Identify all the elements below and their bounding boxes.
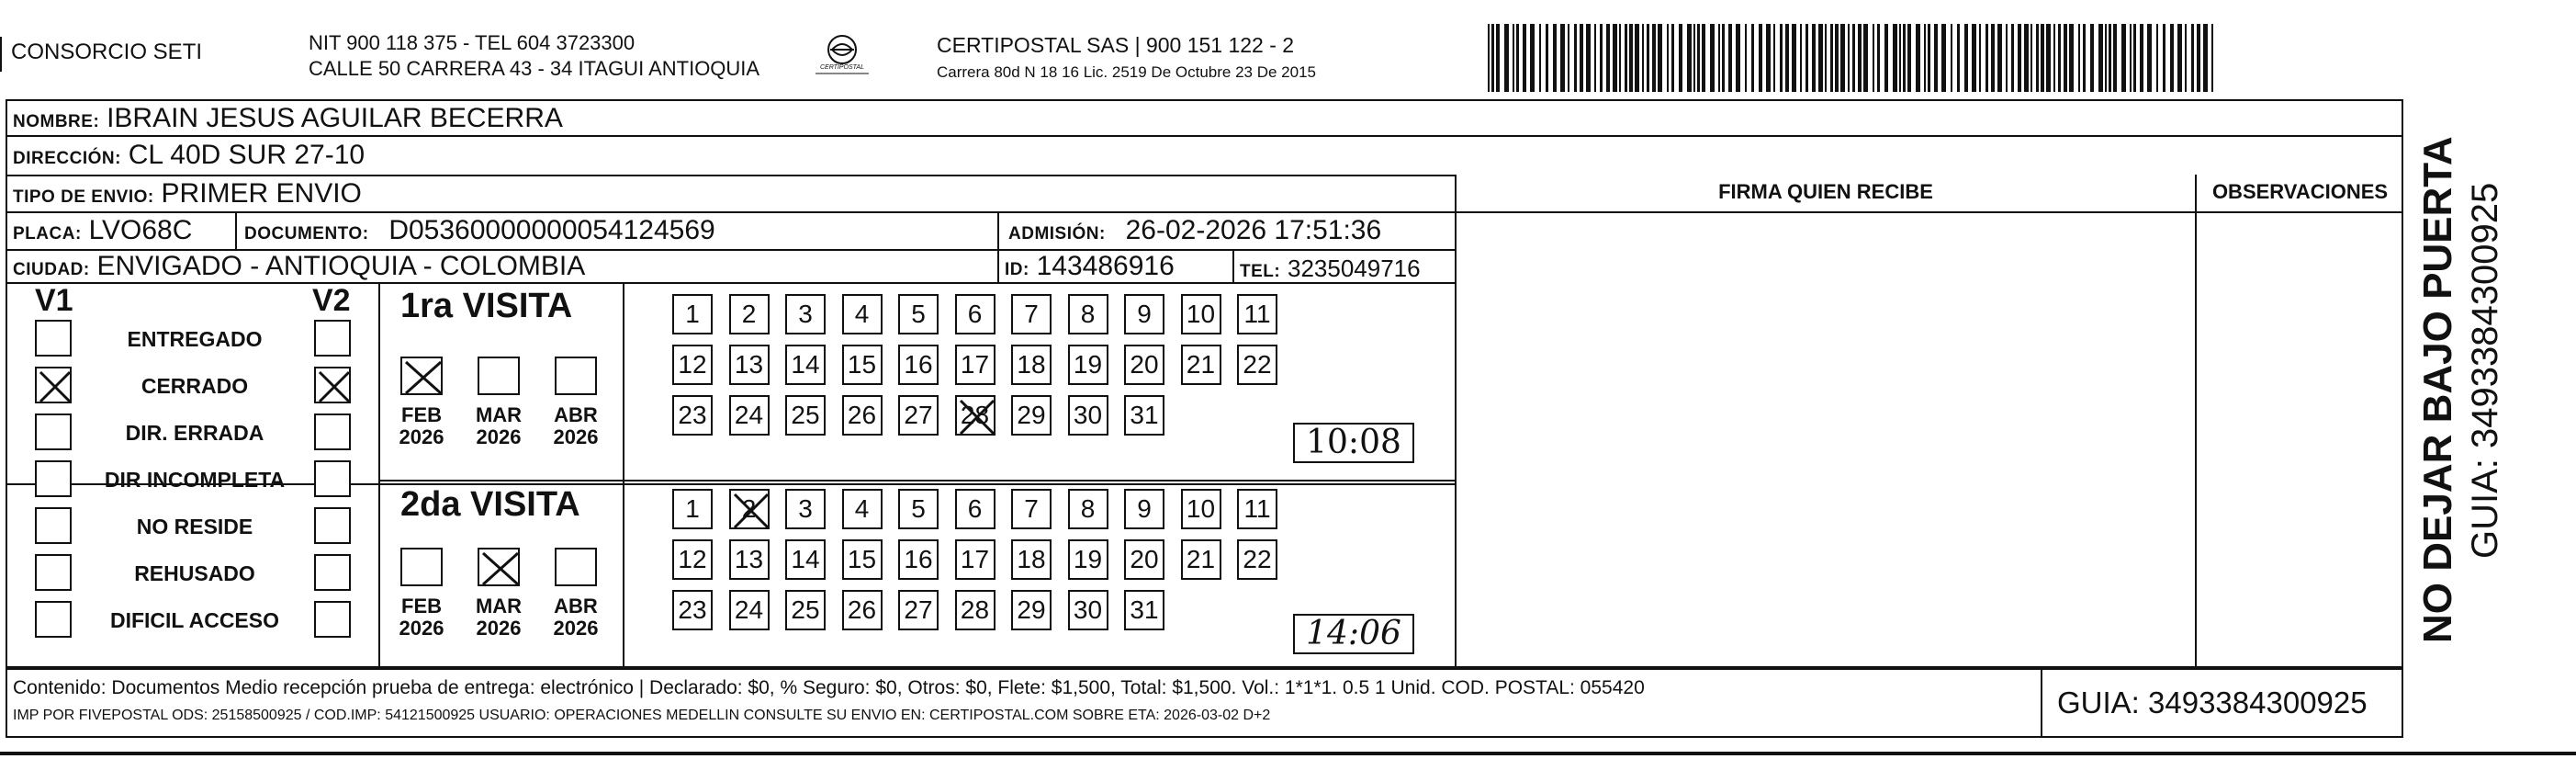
day-box[interactable]: 24 [729,590,770,630]
barcode-bar [2185,24,2187,92]
barcode [1488,24,2222,92]
visit1-time[interactable]: 10:08 [1293,423,1414,463]
barcode-bar [1710,24,1715,92]
barcode-bar [2163,24,2165,92]
v1-checkbox[interactable] [35,507,72,544]
barcode-bar [1785,24,1789,92]
day-box[interactable]: 27 [898,395,939,436]
day-box[interactable]: 18 [1011,345,1052,385]
day-box[interactable]: 14 [785,539,826,580]
day-box[interactable]: 10 [1181,489,1221,529]
barcode-bar [2109,24,2111,92]
barcode-bar [1800,24,1802,92]
day-box[interactable]: 23 [672,395,713,436]
v2-checkbox[interactable] [314,413,351,450]
direccion-value: CL 40D SUR 27-10 [128,140,366,170]
barcode-bar [1934,24,1938,92]
id-row [1005,253,1175,284]
barcode-bar [1504,24,1509,92]
check-mark-icon [316,368,353,405]
barcode-bar [1606,24,1610,92]
barcode-bar [1702,24,1705,92]
visit2-time[interactable]: 14:06 [1293,614,1414,654]
barcode-bar [1736,24,1740,92]
barcode-bar [2053,24,2055,92]
barcode-bar [2078,24,2080,92]
direccion-row [13,142,365,173]
barcode-bar [2083,24,2086,92]
barcode-bar [2069,24,2074,92]
barcode-bar [1759,24,1762,92]
footer-line-2: IMP POR FIVEPOSTAL ODS: 25158500925 / COD.IMP: 54121500925 USUARIO: OPERACIONES MEDELLIN CONSULTE SU ENVIO EN: CERTIPOSTAL.COM SOBRE ETA: 2026-03-02 D+2 [13,708,1271,723]
barcode-bar [1884,24,1888,92]
nombre-label: NOMBRE: [13,112,100,131]
barcode-bar [1985,24,1988,92]
status-label: REHUSADO [134,561,255,585]
tipo-value: PRIMER ENVIO [161,178,362,209]
barcode-bar [1751,24,1754,92]
barcode-bar [1625,24,1627,92]
placa-label: PLACA: [13,224,82,244]
barcode-bar [1899,24,1901,92]
check-mark-icon [37,368,73,405]
day-box[interactable]: 22 [1237,539,1277,580]
day-box[interactable]: 28 [955,395,996,436]
barcode-bar [1613,24,1617,92]
day-box[interactable]: 8 [1068,294,1108,334]
barcode-bar [2147,24,2152,92]
day-box[interactable]: 3 [785,489,826,529]
certipostal-line-2: Carrera 80d N 18 16 Lic. 2519 De Octubre 23 De 2015 [937,63,1316,81]
day-box[interactable]: 16 [898,539,939,580]
observaciones-area[interactable] [2197,213,2402,667]
day-box[interactable]: 13 [729,345,770,385]
day-box[interactable]: 1 [672,294,713,334]
barcode-bar [1546,24,1548,92]
day-box[interactable]: 5 [898,294,939,334]
barcode-bar [1488,24,1490,92]
status-label: ENTREGADO [127,327,263,351]
left-edge-mark [0,37,2,72]
barcode-bar [1728,24,1732,92]
tel-row [1240,255,1421,286]
barcode-bar [1848,24,1850,92]
barcode-bar [1928,24,1930,92]
month-checkbox[interactable] [555,357,597,395]
status-label: DIR. ERRADA [125,421,264,445]
barcode-bar [1560,24,1565,92]
day-box[interactable]: 7 [1011,294,1052,334]
nit-line-2: CALLE 50 CARRERA 43 - 34 ITAGUI ANTIOQUIA [309,57,760,80]
barcode-bar [1877,24,1880,92]
day-box[interactable]: 5 [898,489,939,529]
barcode-bar [1580,24,1583,92]
day-box[interactable]: 23 [672,590,713,630]
day-box[interactable]: 4 [842,489,883,529]
side-guia: GUIA: 3493384300925 [2465,182,2505,559]
day-box[interactable]: 16 [898,345,939,385]
month-label: FEB 2026 [399,595,444,640]
barcode-bar [2113,24,2117,92]
barcode-bar [1852,24,1855,92]
day-box[interactable]: 14 [785,345,826,385]
status-label: CERRADO [141,374,249,398]
v1-checkbox[interactable] [35,413,72,450]
barcode-bar [1594,24,1596,92]
ciudad-row [13,253,585,284]
barcode-bar [2058,24,2061,92]
day-box[interactable]: 12 [672,345,713,385]
tel-value: 3235049716 [1288,255,1421,282]
barcode-bar [1907,24,1911,92]
barcode-bar [1903,24,1906,92]
day-box[interactable]: 27 [898,590,939,630]
barcode-bar [1893,24,1897,92]
day-box[interactable]: 6 [955,294,996,334]
check-mark-icon [957,397,997,437]
v2-checkbox[interactable] [314,507,351,544]
v2-label: V2 [312,283,351,318]
check-mark-icon [402,358,444,397]
barcode-bar [1780,24,1783,92]
barcode-bar [2156,24,2158,92]
signature-area[interactable] [1457,213,2189,667]
day-box[interactable]: 31 [1124,590,1164,630]
month-checkbox[interactable] [555,548,597,586]
day-box[interactable]: 26 [842,590,883,630]
barcode-bar [2006,24,2008,92]
day-box[interactable]: 17 [955,539,996,580]
barcode-bar [1635,24,1639,92]
barcode-bar [1858,24,1862,92]
barcode-bar [1647,24,1649,92]
day-box[interactable]: 3 [785,294,826,334]
barcode-bar [1530,24,1535,92]
barcode-bar [1619,24,1621,92]
tipo-row [13,180,362,211]
day-box[interactable]: 21 [1181,539,1221,580]
month-checkbox[interactable] [478,548,520,586]
visit2-title: 2da VISITA [400,485,580,524]
barcode-bar [2170,24,2174,92]
day-box[interactable]: 9 [1124,294,1164,334]
barcode-bar [1553,24,1557,92]
barcode-bar [1840,24,1845,92]
barcode-bar [1863,24,1868,92]
nombre-row [13,105,563,136]
tel-label: TEL: [1240,262,1281,281]
v2-checkbox[interactable] [314,554,351,591]
barcode-bar [1964,24,1968,92]
barcode-bar [2121,24,2126,92]
barcode-bar [1979,24,1981,92]
barcode-bar [1491,24,1494,92]
check-mark-icon [731,491,771,531]
v1-checkbox[interactable] [35,320,72,357]
barcode-bar [1693,24,1695,92]
barcode-bar [1835,24,1839,92]
barcode-bar [1773,24,1775,92]
barcode-bar [2064,24,2067,92]
barcode-bar [1972,24,1976,92]
day-box[interactable]: 2 [729,294,770,334]
day-box[interactable]: 17 [955,345,996,385]
company-name: CONSORCIO SETI [11,40,203,64]
check-mark-icon [479,549,522,588]
certipostal-logo [810,31,874,83]
barcode-bar [1523,24,1526,92]
v2-checkbox[interactable] [314,367,351,403]
barcode-bar [1667,24,1669,92]
day-box[interactable]: 1 [672,489,713,529]
day-box[interactable]: 25 [785,395,826,436]
day-box[interactable]: 4 [842,294,883,334]
barcode-bar [2140,24,2143,92]
day-box[interactable]: 18 [1011,539,1052,580]
barcode-bar [1671,24,1674,92]
barcode-bar [1697,24,1700,92]
barcode-bar [1957,24,1960,92]
documento-label: DOCUMENTO: [244,224,369,244]
month-label: MAR 2026 [475,403,523,448]
v1-checkbox[interactable] [35,367,72,403]
admision-value: 26-02-2026 17:51:36 [1125,215,1382,245]
day-box[interactable]: 8 [1068,489,1108,529]
barcode-bar [2133,24,2136,92]
month-label: ABR 2026 [553,403,599,448]
day-box[interactable]: 2 [729,489,770,529]
day-box[interactable]: 29 [1011,590,1052,630]
firma-header: FIRMA QUIEN RECIBE [1718,180,1933,203]
day-box[interactable]: 25 [785,590,826,630]
tipo-label: TIPO DE ENVIO: [13,187,154,207]
direccion-label: DIRECCIÓN: [13,149,121,168]
day-box[interactable]: 28 [955,590,996,630]
barcode-bar [1916,24,1920,92]
observaciones-header: OBSERVACIONES [2211,180,2389,203]
month-label: FEB 2026 [399,403,444,448]
barcode-bar [2030,24,2032,92]
barcode-bar [2090,24,2094,92]
placa-value: LVO68C [88,215,193,245]
barcode-bar [2203,24,2208,92]
day-box[interactable]: 13 [729,539,770,580]
barcode-bar [2036,24,2039,92]
day-box[interactable]: 12 [672,539,713,580]
v2-checkbox[interactable] [314,460,351,497]
barcode-bar [1516,24,1519,92]
barcode-bar [2011,24,2014,92]
month-checkbox[interactable] [400,548,443,586]
barcode-bar [1718,24,1720,92]
barcode-bar [1997,24,2002,92]
barcode-bar [1805,24,1808,92]
day-box[interactable]: 15 [842,539,883,580]
footer-line-1: Contenido: Documentos Medio recepción prueba de entrega: electrónico | Declarado: $0, % Seguro: $0, Otros: $0, Flete: $1,500, Total: $1,500. Vol.: 1*1*1. 0.5 1 Unid. COD. POSTAL: 055420 [13,677,1645,698]
barcode-bar [1766,24,1771,92]
barcode-bar [1745,24,1747,92]
barcode-bar [1825,24,1827,92]
day-box[interactable]: 30 [1068,590,1108,630]
barcode-bar [2211,24,2213,92]
barcode-bar [1496,24,1500,92]
day-box[interactable]: 22 [1237,345,1277,385]
barcode-bar [2105,24,2107,92]
barcode-bar [1642,24,1644,92]
id-label: ID: [1005,260,1029,279]
barcode-bar [1574,24,1577,92]
barcode-bar [1941,24,1946,92]
barcode-bar [2130,24,2132,92]
barcode-bar [1812,24,1816,92]
barcode-bar [1818,24,1823,92]
barcode-bar [1658,24,1662,92]
nit-line-1: NIT 900 118 375 - TEL 604 3723300 [309,31,636,54]
barcode-bar [2098,24,2103,92]
barcode-bar [1924,24,1926,92]
v1-checkbox[interactable] [35,601,72,638]
barcode-bar [1792,24,1796,92]
barcode-bar [2018,24,2021,92]
barcode-bar [1951,24,1952,92]
barcode-bar [2177,24,2182,92]
barcode-bar [2024,24,2029,92]
month-label: ABR 2026 [553,595,599,640]
day-box[interactable]: 31 [1124,395,1164,436]
ciudad-value: ENVIGADO - ANTIOQUIA - COLOMBIA [96,251,586,281]
v2-checkbox[interactable] [314,320,351,357]
barcode-bar [1679,24,1682,92]
month-checkbox[interactable] [478,357,520,395]
placa-row [13,217,192,248]
day-box[interactable]: 7 [1011,489,1052,529]
day-box[interactable]: 21 [1181,345,1221,385]
day-box[interactable]: 30 [1068,395,1108,436]
barcode-bar [2041,24,2044,92]
barcode-bar [1687,24,1692,92]
v1-checkbox[interactable] [35,460,72,497]
status-label: NO RESIDE [136,515,253,538]
day-box[interactable]: 10 [1181,294,1221,334]
certipostal-line-1: CERTIPOSTAL SAS | 900 151 122 - 2 [937,33,1295,57]
barcode-bar [1513,24,1514,92]
v1-label: V1 [35,283,73,318]
barcode-bar [1586,24,1591,92]
day-box[interactable]: 26 [842,395,883,436]
day-box[interactable]: 19 [1068,345,1108,385]
v2-checkbox[interactable] [314,601,351,638]
id-value: 143486916 [1036,251,1175,281]
barcode-bar [1873,24,1874,92]
footer-guia: GUIA: 3493384300925 [2057,685,2368,719]
visit1-title: 1ra VISITA [400,287,573,325]
day-box[interactable]: 20 [1124,345,1164,385]
day-box[interactable]: 6 [955,489,996,529]
day-box[interactable]: 11 [1237,489,1277,529]
documento-value: D05360000000054124569 [388,215,715,245]
month-checkbox[interactable] [400,357,443,395]
barcode-bar [1629,24,1633,92]
day-box[interactable]: 15 [842,345,883,385]
nombre-value: IBRAIN JESUS AGUILAR BECERRA [107,103,563,133]
day-box[interactable]: 19 [1068,539,1108,580]
status-label: DIR INCOMPLETA [104,468,286,492]
barcode-bar [1600,24,1603,92]
day-box[interactable]: 11 [1237,294,1277,334]
logo-caption: CERTIPOSTAL [820,64,864,71]
v1-checkbox[interactable] [35,554,72,591]
admision-label: ADMISIÓN: [1008,224,1106,244]
barcode-bar [1539,24,1541,92]
day-box[interactable]: 29 [1011,395,1052,436]
barcode-bar [2191,24,2194,92]
day-box[interactable]: 20 [1124,539,1164,580]
day-box[interactable]: 9 [1124,489,1164,529]
barcode-bar [1652,24,1656,92]
barcode-bar [1568,24,1569,92]
barcode-bar [2046,24,2051,92]
admision-row [1008,217,1381,248]
ciudad-label: CIUDAD: [13,260,90,279]
barcode-bar [1830,24,1833,92]
side-warning: NO DEJAR BAJO PUERTA [2415,136,2460,643]
barcode-bar [1991,24,1995,92]
barcode-bar [1722,24,1725,92]
day-box[interactable]: 24 [729,395,770,436]
barcode-bar [2197,24,2200,92]
documento-row [244,217,715,248]
month-label: MAR 2026 [475,595,523,640]
status-label: DIFICIL ACCESO [109,608,279,632]
